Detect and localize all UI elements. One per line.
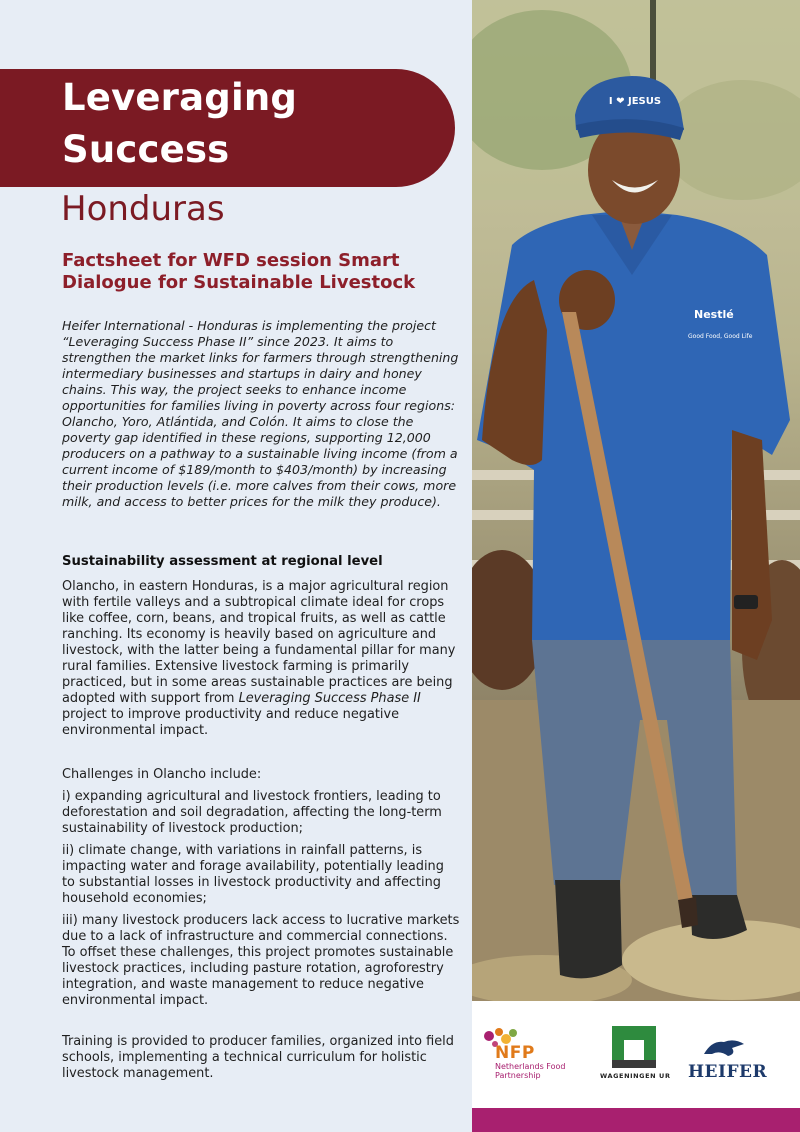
challenge-item: i) expanding agricultural and livestock frontiers, leading to deforestation and soil degradation, affecting the long-term sustainability of livestock production; [62, 789, 442, 836]
intro-text: Heifer International - Honduras is implementing the project “Leveraging Success Phase II” since 2023. It aims to strengthen the market links for farmers through strengthening intermediary businesses and startups in dairy and honey chains. This way, the project seeks to enhance income opportunities for families living in poverty across four regions: Olancho, Yoro, Atlántida, and Colón. It aims to close the poverty gap identified in these regions, supporting 12,000 producers on a pathway to a sustainable living income (from a current income of $189/month to $403/month) by increasing their production levels (i.e. more calves from their cows, more milk, and access to better prices for the milk they produce). [62, 318, 459, 509]
title-line-1: Leveraging [62, 76, 298, 119]
challenges-intro: Challenges in Olancho include: [62, 767, 262, 782]
intro-paragraph [62, 318, 460, 510]
nfp-full-name: Netherlands Food Partnership [495, 1062, 566, 1080]
wageningen-logo-icon [612, 1026, 656, 1068]
project-name-italic: Leveraging Success Phase II [238, 691, 421, 706]
shirt-logo: Nestlé [694, 308, 734, 321]
nfp-logo-text: NFP [495, 1043, 535, 1063]
olancho-paragraph [62, 579, 460, 739]
challenge-item: iii) many livestock producers lack access to lucrative markets due to a lack of infrastructure and commercial connections. To offset these challenges, this project promotes sustainable livestock practices, including pasture rotation, agroforestry integration, and waste management to reduce negative environmental impact. [62, 913, 460, 1008]
heifer-logo-icon [702, 1034, 746, 1060]
factsheet-heading: Factsheet for WFD session Smart Dialogue for Sustainable Livestock [62, 250, 416, 293]
training-paragraph: Training is provided to producer families, organized into field schools, implementing a technical curriculum for holistic livestock management. [62, 1034, 454, 1081]
cap-text: I ❤ JESUS [608, 96, 662, 107]
challenge-item: ii) climate change, with variations in rainfall patterns, is impacting water and forage availability, potentially leading to substantial losses in livestock productivity and affecting household economies; [62, 843, 444, 906]
country-subtitle: Honduras [61, 189, 225, 229]
bottom-color-strip [472, 1108, 800, 1132]
olancho-text-b: project to improve productivity and reduce negative environmental impact. [62, 707, 400, 738]
wageningen-logo-text: WAGENINGEN UR [600, 1072, 671, 1080]
section-heading: Sustainability assessment at regional level [62, 554, 383, 569]
shirt-slogan: Good Food, Good Life [688, 333, 753, 340]
heifer-logo-text: HEIFER [688, 1062, 768, 1082]
farmer-photo [472, 0, 800, 1001]
olancho-text-a: Olancho, in eastern Honduras, is a major agricultural region with fertile valleys and a subtropical climate ideal for crops like coffee, corn, beans, and tropical fruits, as well as cattle ranching. Its economy is heavily based on agriculture and livestock, with the latter being a fundamental pillar for many rural families. Extensive livestock farming is primarily practiced, but in some areas sustainable practices are being adopted with support from [62, 579, 456, 706]
title-line-2: Success [62, 128, 230, 171]
